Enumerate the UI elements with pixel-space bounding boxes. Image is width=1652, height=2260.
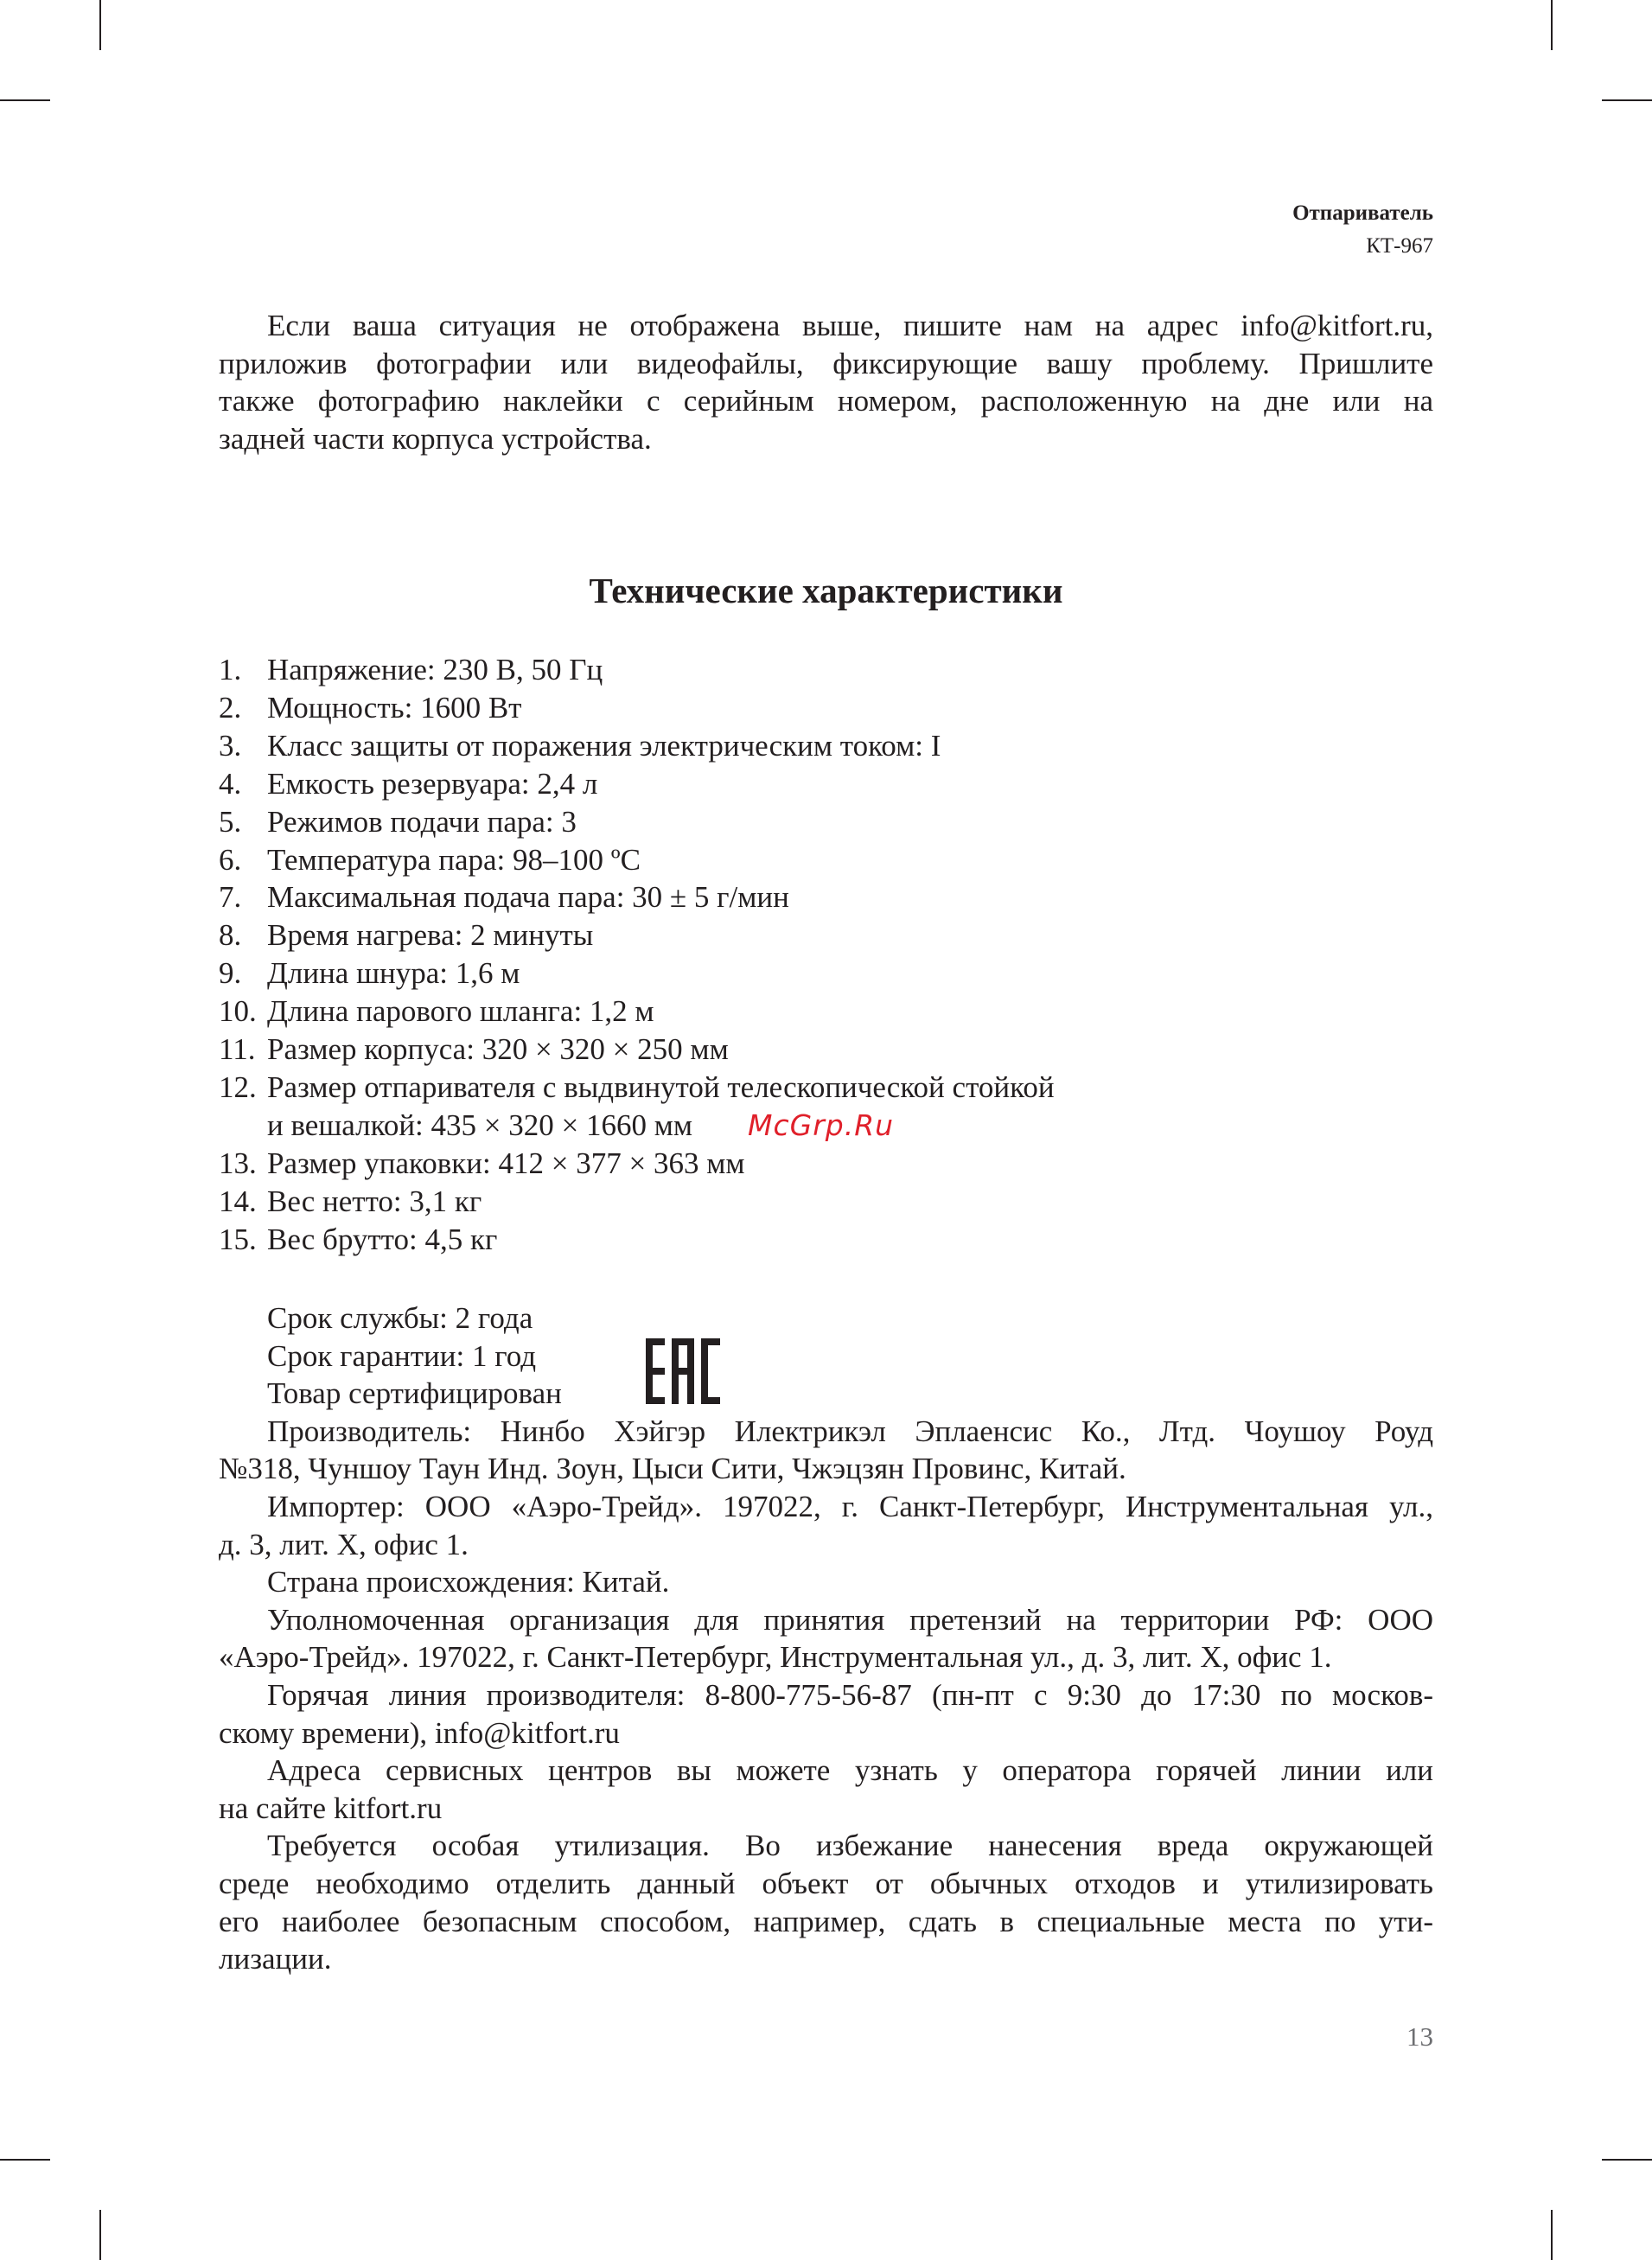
spec-text: Емкость резервуара: 2,4 л xyxy=(267,766,598,801)
spec-number: 6. xyxy=(219,842,242,877)
spec-number: 7. xyxy=(219,880,242,915)
spec-item xyxy=(219,954,1433,993)
service-centers-paragraph xyxy=(219,1752,1433,1827)
spec-item xyxy=(219,765,1433,803)
spec-text-continued: и вешалкой: 435 × 320 × 1660 мм xyxy=(267,1108,693,1142)
service-life: Срок службы: 2 года xyxy=(267,1301,533,1335)
spec-number: 4. xyxy=(219,766,242,801)
crop-mark xyxy=(1602,99,1652,101)
text-line: лизации. xyxy=(219,1942,332,1976)
crop-mark xyxy=(1551,0,1553,50)
spec-number: 12. xyxy=(219,1069,257,1104)
spec-item xyxy=(219,1031,1433,1069)
text-line: на сайте kitfort.ru xyxy=(219,1791,443,1825)
text-line: д. 3, лит. Х, офис 1. xyxy=(219,1527,469,1561)
text-line: задней части корпуса устройства. xyxy=(219,421,652,456)
spec-text: Длина шнура: 1,6 м xyxy=(267,956,520,991)
text-line: приложив фотографии или видеофайлы, фиксирующие вашу проблему. Пришлите xyxy=(219,346,1433,380)
spec-item xyxy=(219,878,1433,916)
text-line: также фотографию наклейки с серийным номером, расположенную на дне или на xyxy=(219,384,1433,418)
spec-number: 1. xyxy=(219,653,242,686)
text-line: Импортер: ООО «Аэро-Трейд». 197022, г. Санкт-Петербург, Инструментальная ул., xyxy=(267,1489,1433,1523)
spec-number: 10. xyxy=(219,994,257,1029)
spec-item xyxy=(219,1145,1433,1183)
crop-mark xyxy=(99,0,101,50)
text-line: Адреса сервисных центров вы можете узнать у оператора горячей линии или xyxy=(267,1753,1433,1788)
crop-mark xyxy=(0,2159,50,2161)
eac-mark-icon xyxy=(646,1338,720,1404)
spec-item xyxy=(219,651,1433,689)
spec-number: 9. xyxy=(219,956,242,991)
crop-mark xyxy=(0,99,50,101)
spec-item xyxy=(219,1221,1433,1259)
section-title: Технические характеристики xyxy=(589,571,1063,610)
running-header xyxy=(1292,197,1433,263)
info-block xyxy=(219,1299,1433,1978)
text-line: «Аэро-Трейд». 197022, г. Санкт-Петербург, Инструментальная ул., д. 3, лит. Х, офис 1. xyxy=(219,1640,1332,1675)
text-line: скому времени), info@kitfort.ru xyxy=(219,1715,620,1750)
text-line: №318, Чуншоу Таун Инд. Зоун, Цыси Сити, Чжэцзян Провинс, Китай. xyxy=(219,1452,1126,1486)
spec-item xyxy=(219,993,1433,1031)
spec-number: 3. xyxy=(219,728,242,763)
spec-text: Максимальная подача пара: 30 ± 5 г/мин xyxy=(267,880,789,915)
spec-text: Температура пара: 98–100 ºС xyxy=(267,842,641,877)
header-product: Отпариватель xyxy=(1292,201,1433,225)
country-of-origin: Страна происхождения: Китай. xyxy=(267,1565,670,1599)
spec-text: Вес нетто: 3,1 кг xyxy=(267,1184,482,1218)
spec-text: Размер корпуса: 320 × 320 × 250 мм xyxy=(267,1032,729,1067)
spec-number: 2. xyxy=(219,690,242,725)
hotline-paragraph xyxy=(219,1676,1433,1752)
page-number: 13 xyxy=(1406,2021,1433,2052)
spec-text: Вес брутто: 4,5 кг xyxy=(267,1222,498,1256)
text-line: Производитель: Нинбо Хэйгэр Илектрикэл Эплаенсис Ко., Лтд. Чоушоу Роуд xyxy=(267,1414,1433,1448)
spec-number: 8. xyxy=(219,918,242,953)
spec-item xyxy=(219,803,1433,841)
spec-number: 15. xyxy=(219,1222,257,1256)
authorized-paragraph xyxy=(219,1601,1433,1676)
spec-item xyxy=(219,841,1433,879)
text-line: Горячая линия производителя: 8-800-775-56-87 (пн-пт с 9:30 до 17:30 по москов- xyxy=(267,1677,1433,1712)
manufacturer-paragraph xyxy=(219,1413,1433,1488)
header-model: КТ-967 xyxy=(1366,234,1433,258)
warranty: Срок гарантии: 1 год xyxy=(267,1338,537,1373)
intro-paragraph xyxy=(219,307,1433,457)
spec-item xyxy=(219,916,1433,954)
crop-mark xyxy=(99,2210,101,2260)
spec-number: 13. xyxy=(219,1146,257,1180)
spec-text: Мощность: 1600 Вт xyxy=(267,690,522,725)
spec-item xyxy=(219,689,1433,727)
text-line: Требуется особая утилизация. Во избежание нанесения вреда окружающей xyxy=(267,1829,1433,1863)
crop-mark xyxy=(1602,2159,1652,2161)
importer-paragraph xyxy=(219,1488,1433,1563)
spec-list xyxy=(219,651,1433,1259)
spec-item xyxy=(219,727,1433,765)
watermark: McGrp.Ru xyxy=(748,1108,895,1142)
spec-number: 14. xyxy=(219,1184,257,1218)
spec-text: Напряжение: 230 В, 50 Гц xyxy=(267,653,603,686)
spec-text: Режимов подачи пара: 3 xyxy=(267,804,577,839)
text-line: среде необходимо отделить данный объект от обычных отходов и утилизировать xyxy=(219,1866,1433,1900)
spec-text: Класс защиты от поражения электрическим током: I xyxy=(267,728,941,763)
disposal-paragraph xyxy=(219,1827,1433,1977)
text-line: его наиболее безопасным способом, например, сдать в специальные места по ути- xyxy=(219,1904,1433,1938)
spec-number: 5. xyxy=(219,804,242,839)
text-line: Если ваша ситуация не отображена выше, пишите нам на адрес info@kitfort.ru, xyxy=(267,309,1433,342)
spec-text: Длина парового шланга: 1,2 м xyxy=(267,994,654,1029)
spec-item xyxy=(219,1183,1433,1221)
spec-text: Время нагрева: 2 минуты xyxy=(267,918,594,953)
text-line: Уполномоченная организация для принятия претензий на территории РФ: ООО xyxy=(267,1602,1433,1637)
spec-number: 11. xyxy=(219,1032,256,1067)
certified: Товар сертифицирован xyxy=(267,1376,562,1411)
spec-text: Размер упаковки: 412 × 377 × 363 мм xyxy=(267,1146,745,1180)
crop-mark xyxy=(1551,2210,1553,2260)
spec-text: Размер отпаривателя с выдвинутой телескопической стойкой xyxy=(267,1069,1055,1104)
